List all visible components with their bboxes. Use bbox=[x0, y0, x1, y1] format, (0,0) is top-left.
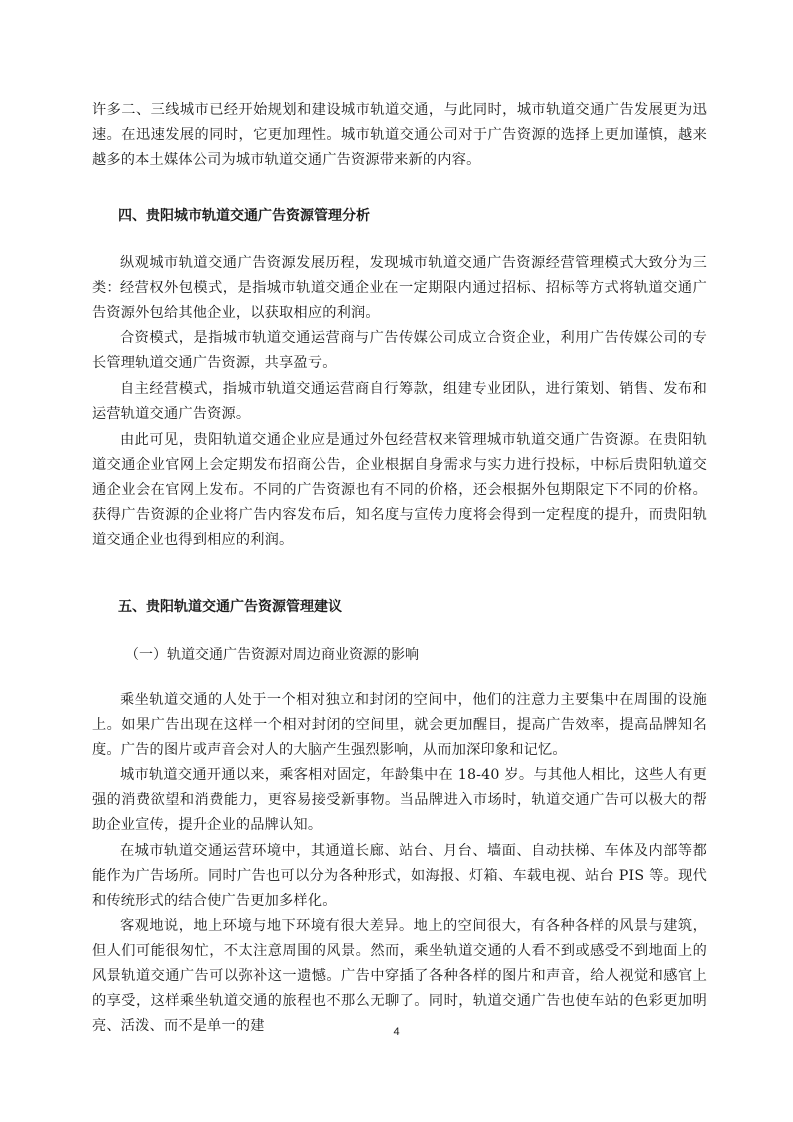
paragraph-intro: 许多二、三线城市已经开始规划和建设城市轨道交通，与此同时，城市轨道交通广告发展更为迅速。在迅速发展的同时，它更加理性。城市轨道交通公司对于广告资源的选择上更加谨慎，越来越多的本土媒体公司为城市轨道交通广告资源带来新的内容。 bbox=[92, 102, 707, 168]
paragraph-4-1: 纵观城市轨道交通广告资源发展历程，发现城市轨道交通广告资源经营管理模式大致分为三类： bbox=[92, 255, 707, 296]
section-heading-5: 五、贵阳轨道交通广告资源管理建议 bbox=[118, 599, 342, 615]
paragraph-5-4: 客观地说，地上环境与地下环境有很大差异。地上的空间很大，有各种各样的风景与建筑，但人们可能很匆忙，不太注意周围的风景。然而，乘坐轨道交通的人看不到或感受不到地面上的风景轨道交通广告可以弥补这一遗憾。广告中穿插了各种各样的图片和声音，给人视觉和感官上的享受，这样乘坐轨道交通的旅程也不那么无聊了。同时，轨道交通广告也使车站的色彩更加明亮、活泼、而不是单一的建 bbox=[92, 918, 707, 1034]
paragraph-4-4: 自主经营模式，指城市轨道交通运营商自行筹款，组建专业团队，进行策划、销售、发布和运营轨道交通广告资源。 bbox=[92, 381, 707, 422]
paragraph-5-1: 乘坐轨道交通的人处于一个相对独立和封闭的空间中，他们的注意力主要集中在周围的设施上。如果广告出现在这样一个相对封闭的空间里，就会更加醒目，提高广告效率，提高品牌知名度。广告的图片或声音会对人的大脑产生强烈影响，从而加深印象和记忆。 bbox=[92, 692, 707, 758]
subsection-heading-5-1: （一）轨道交通广告资源对周边商业资源的影响 bbox=[125, 647, 419, 663]
paragraph-4-3: 合资模式，是指城市轨道交通运营商与广告传媒公司成立合资企业，利用广告传媒公司的专长管理轨道交通广告资源，共享盈亏。 bbox=[92, 330, 707, 371]
paragraph-5-2: 城市轨道交通开通以来，乘客相对固定，年龄集中在 18-40 岁。与其他人相比，这些人有更强的消费欲望和消费能力，更容易接受新事物。当品牌进入市场时，轨道交通广告可以极大的帮助企业宣传，提升企业的品牌认知。 bbox=[92, 767, 707, 833]
section-heading-4: 四、贵阳城市轨道交通广告资源管理分析 bbox=[118, 208, 370, 224]
page-number: 4 bbox=[393, 1026, 400, 1038]
paragraph-4-2: 经营权外包模式，是指城市轨道交通企业在一定期限内通过招标、招标等方式将轨道交通广告资源外包给其他企业，以获取相应的利润。 bbox=[92, 280, 707, 321]
paragraph-5-3: 在城市轨道交通运营环境中，其通道长廊、站台、月台、墙面、自动扶梯、车体及内部等都能作为广告场所。同时广告也可以分为各种形式，如海报、灯箱、车载电视、站台 PIS 等。现代和传统形式的结合使广告更加多样化。 bbox=[92, 843, 707, 909]
paragraph-4-5: 由此可见，贵阳轨道交通企业应是通过外包经营权来管理城市轨道交通广告资源。在贵阳轨道交通企业官网上会定期发布招商公告，企业根据自身需求与实力进行投标，中标后贵阳轨道交通企业会在官网上发布。不同的广告资源也有不同的价格，还会根据外包期限定下不同的价格。获得广告资源的企业将广告内容发布后，知名度与宣传力度将会得到一定程度的提升，而贵阳轨道交通企业也得到相应的利润。 bbox=[92, 432, 707, 548]
